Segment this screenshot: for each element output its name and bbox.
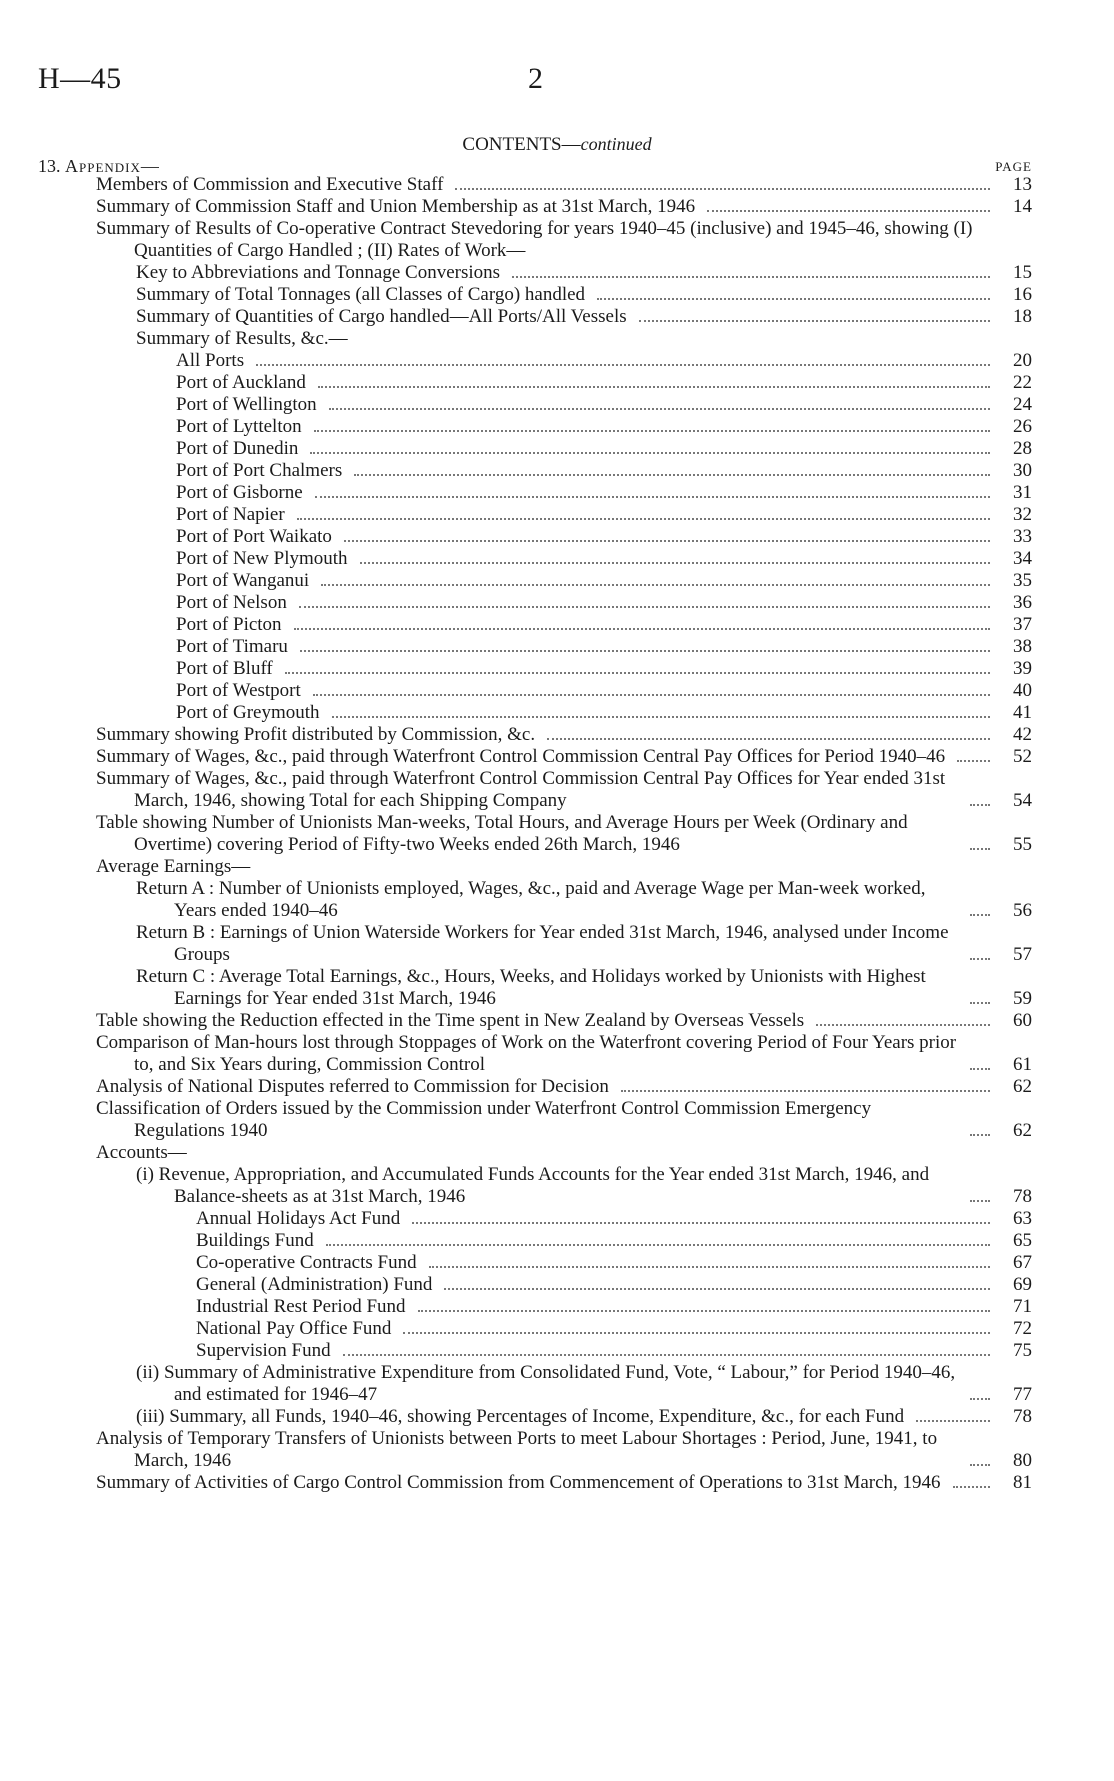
dot-leader	[444, 1288, 990, 1290]
toc-entry-page: 34	[1013, 548, 1032, 569]
dot-leader	[970, 804, 990, 806]
contents-continued: continued	[580, 134, 652, 154]
toc-entry-page: 63	[1013, 1208, 1032, 1229]
dot-leader	[916, 1420, 990, 1422]
dot-leader	[707, 210, 990, 212]
toc-entry-title: Average Earnings—	[96, 856, 251, 877]
toc-entry-title: Summary of Results, &c.—	[136, 328, 348, 349]
toc-entry	[0, 878, 1114, 922]
toc-entry-title: Comparison of Man-hours lost through Stoppages of Work on the Waterfront covering Period of Four Years prior to, and Six Years during, Commission Control	[96, 1032, 957, 1075]
toc-entry-title: All Ports	[176, 350, 245, 371]
table-of-contents	[0, 174, 1114, 1494]
toc-entry-title: Annual Holidays Act Fund	[196, 1208, 401, 1229]
toc-entry	[0, 1142, 1114, 1164]
toc-entry-page: 28	[1013, 438, 1032, 459]
toc-entry-title: Summary of Wages, &c., paid through Waterfront Control Commission Central Pay Offices for Year ended 31st March, 1946, showing Total for each Shipping Company	[96, 768, 946, 811]
toc-entry-title: Table showing the Reduction effected in the Time spent in New Zealand by Overseas Vessels	[96, 1010, 805, 1031]
toc-entry	[0, 746, 1114, 768]
toc-entry-title: Analysis of National Disputes referred to Commission for Decision	[96, 1076, 609, 1097]
toc-entry	[0, 680, 1114, 702]
toc-entry	[0, 548, 1114, 570]
toc-entry-page: 42	[1013, 724, 1032, 745]
dot-leader	[326, 1244, 990, 1246]
toc-entry-title: General (Administration) Fund	[196, 1274, 433, 1295]
toc-entry-title: Port of Port Waikato	[176, 526, 332, 547]
toc-entry	[0, 1208, 1114, 1230]
toc-entry-page: 65	[1013, 1230, 1032, 1251]
dot-leader	[418, 1310, 990, 1312]
toc-entry	[0, 328, 1114, 350]
toc-entry-page: 15	[1013, 262, 1032, 283]
toc-entry-page: 81	[1013, 1472, 1032, 1493]
toc-entry-title: Summary of Commission Staff and Union Membership as at 31st March, 1946	[96, 196, 696, 217]
toc-entry-title: Industrial Rest Period Fund	[196, 1296, 406, 1317]
page-number: 2	[528, 62, 543, 95]
toc-entry	[0, 416, 1114, 438]
toc-entry-page: 72	[1013, 1318, 1032, 1339]
toc-entry-title: Summary of Total Tonnages (all Classes of Cargo) handled	[136, 284, 586, 305]
toc-entry-page: 67	[1013, 1252, 1032, 1273]
toc-entry	[0, 350, 1114, 372]
toc-entry-page: 24	[1013, 394, 1032, 415]
dot-leader	[970, 1464, 990, 1466]
dot-leader	[313, 694, 990, 696]
toc-entry-page: 16	[1013, 284, 1032, 305]
toc-entry-page: 38	[1013, 636, 1032, 657]
dot-leader	[412, 1222, 990, 1224]
toc-entry-title: Co-operative Contracts Fund	[196, 1252, 417, 1273]
dot-leader	[285, 672, 990, 674]
toc-entry-page: 26	[1013, 416, 1032, 437]
toc-entry-page: 80	[1013, 1450, 1032, 1471]
toc-entry-title: Port of New Plymouth	[176, 548, 348, 569]
toc-entry	[0, 1340, 1114, 1362]
dot-leader	[360, 562, 990, 564]
toc-entry	[0, 1406, 1114, 1428]
toc-entry	[0, 592, 1114, 614]
dot-leader	[816, 1024, 990, 1026]
toc-entry-title: Supervision Fund	[196, 1340, 331, 1361]
dot-leader	[970, 1200, 990, 1202]
toc-entry-page: 13	[1013, 174, 1032, 195]
toc-entry-page: 78	[1013, 1406, 1032, 1427]
dot-leader	[953, 1486, 990, 1488]
dot-leader	[429, 1266, 990, 1268]
toc-entry-title: National Pay Office Fund	[196, 1318, 392, 1339]
toc-entry-title: Port of Port Chalmers	[176, 460, 343, 481]
toc-entry-page: 57	[1013, 944, 1032, 965]
contents-heading	[0, 134, 1114, 156]
toc-entry	[0, 1318, 1114, 1340]
toc-entry-page: 32	[1013, 504, 1032, 525]
toc-entry	[0, 658, 1114, 680]
dot-leader	[297, 518, 990, 520]
toc-entry-title: Port of Greymouth	[176, 702, 320, 723]
toc-entry-title: Return B : Earnings of Union Waterside Workers for Year ended 31st March, 1946, analysed under Income Groups	[136, 922, 949, 965]
page-header	[0, 62, 1114, 102]
toc-entry	[0, 1428, 1114, 1472]
toc-entry-title: Port of Picton	[176, 614, 282, 635]
toc-entry	[0, 1296, 1114, 1318]
dot-leader	[512, 276, 990, 278]
toc-entry	[0, 262, 1114, 284]
toc-entry	[0, 372, 1114, 394]
toc-entry	[0, 636, 1114, 658]
toc-entry-title: Summary of Activities of Cargo Control Commission from Commencement of Operations to 31st March, 1946	[96, 1472, 941, 1493]
dot-leader	[547, 738, 990, 740]
toc-entry	[0, 966, 1114, 1010]
toc-entry-page: 55	[1013, 834, 1032, 855]
dot-leader	[403, 1332, 990, 1334]
toc-entry-page: 14	[1013, 196, 1032, 217]
dot-leader	[310, 452, 990, 454]
dot-leader	[621, 1090, 990, 1092]
dot-leader	[970, 914, 990, 916]
dot-leader	[332, 716, 990, 718]
toc-entry-title: Port of Wanganui	[176, 570, 310, 591]
toc-entry	[0, 1164, 1114, 1208]
dot-leader	[300, 650, 990, 652]
dot-leader	[329, 408, 990, 410]
toc-entry-title: (iii) Summary, all Funds, 1940–46, showing Percentages of Income, Expenditure, &c., for each Fund	[136, 1406, 905, 1427]
toc-entry-page: 56	[1013, 900, 1032, 921]
page-column-label: PAGE	[995, 159, 1032, 174]
toc-entry	[0, 1032, 1114, 1076]
dot-leader	[299, 606, 990, 608]
toc-entry-page: 20	[1013, 350, 1032, 371]
dot-leader	[455, 188, 990, 190]
toc-entry-title: Port of Nelson	[176, 592, 287, 613]
toc-entry	[0, 196, 1114, 218]
toc-entry	[0, 526, 1114, 548]
toc-entry	[0, 394, 1114, 416]
toc-entry-page: 40	[1013, 680, 1032, 701]
dot-leader	[318, 386, 990, 388]
toc-entry	[0, 504, 1114, 526]
toc-entry-page: 36	[1013, 592, 1032, 613]
dot-leader	[354, 474, 990, 476]
toc-entry	[0, 1252, 1114, 1274]
document-reference: H—45	[38, 62, 122, 95]
toc-entry	[0, 1076, 1114, 1098]
toc-entry	[0, 306, 1114, 328]
section-title: Appendix—	[65, 156, 160, 176]
contents-title: CONTENTS—	[462, 134, 581, 155]
dot-leader	[970, 1068, 990, 1070]
toc-entry-title: Port of Napier	[176, 504, 285, 525]
toc-entry-page: 35	[1013, 570, 1032, 591]
toc-entry-title: Summary of Quantities of Cargo handled—All Ports/All Vessels	[136, 306, 627, 327]
toc-entry-page: 37	[1013, 614, 1032, 635]
toc-entry	[0, 174, 1114, 196]
toc-entry-page: 39	[1013, 658, 1032, 679]
dot-leader	[343, 1354, 990, 1356]
toc-entry	[0, 460, 1114, 482]
toc-entry-page: 62	[1013, 1120, 1032, 1141]
toc-entry	[0, 570, 1114, 592]
toc-entry-title: Return C : Average Total Earnings, &c., Hours, Weeks, and Holidays worked by Unionists with Highest Earnings for Year ended 31st March, 1946	[136, 966, 926, 1009]
toc-entry-title: Summary showing Profit distributed by Commission, &c.	[96, 724, 536, 745]
toc-entry-page: 59	[1013, 988, 1032, 1009]
toc-entry-title: Port of Wellington	[176, 394, 317, 415]
toc-entry-page: 77	[1013, 1384, 1032, 1405]
dot-leader	[970, 958, 990, 960]
dot-leader	[970, 1398, 990, 1400]
toc-entry-title: Return A : Number of Unionists employed, Wages, &c., paid and Average Wage per Man-week worked, Years ended 1940–46	[136, 878, 926, 921]
toc-entry-page: 31	[1013, 482, 1032, 503]
toc-entry	[0, 768, 1114, 812]
toc-entry	[0, 1274, 1114, 1296]
toc-entry	[0, 482, 1114, 504]
dot-leader	[639, 320, 990, 322]
toc-entry-page: 61	[1013, 1054, 1032, 1075]
toc-entry	[0, 284, 1114, 306]
toc-entry-title: Summary of Wages, &c., paid through Waterfront Control Commission Central Pay Offices for Period 1940–46	[96, 746, 946, 767]
toc-entry-title: Accounts—	[96, 1142, 187, 1163]
toc-entry-title: Port of Dunedin	[176, 438, 299, 459]
toc-entry	[0, 1098, 1114, 1142]
toc-entry-title: Summary of Results of Co-operative Contract Stevedoring for years 1940–45 (inclusive) and 1945–46, showing (I) Quantities of Cargo Handled ; (II) Rates of Work—	[96, 218, 973, 261]
toc-entry-title: Port of Westport	[176, 680, 301, 701]
dot-leader	[315, 496, 990, 498]
toc-entry	[0, 922, 1114, 966]
dot-leader	[970, 1002, 990, 1004]
toc-entry-page: 30	[1013, 460, 1032, 481]
toc-entry	[0, 1362, 1114, 1406]
dot-leader	[314, 430, 990, 432]
toc-entry-title: Analysis of Temporary Transfers of Unionists between Ports to meet Labour Shortages : Period, June, 1941, to March, 1946	[96, 1428, 938, 1471]
toc-entry-title: (i) Revenue, Appropriation, and Accumulated Funds Accounts for the Year ended 31st March, 1946, and Balance-sheets as at 31st March, 1946	[136, 1164, 930, 1207]
toc-entry	[0, 438, 1114, 460]
dot-leader	[957, 760, 990, 762]
toc-entry-page: 54	[1013, 790, 1032, 811]
toc-entry-title: Port of Timaru	[176, 636, 288, 657]
dot-leader	[256, 364, 990, 366]
toc-entry-page: 33	[1013, 526, 1032, 547]
toc-entry-page: 22	[1013, 372, 1032, 393]
toc-entry	[0, 1010, 1114, 1032]
toc-entry-page: 75	[1013, 1340, 1032, 1361]
dot-leader	[321, 584, 990, 586]
toc-entry-title: Port of Bluff	[176, 658, 273, 679]
toc-entry	[0, 702, 1114, 724]
dot-leader	[970, 1134, 990, 1136]
toc-entry	[0, 1230, 1114, 1252]
toc-entry-page: 18	[1013, 306, 1032, 327]
toc-entry-title: Key to Abbreviations and Tonnage Conversions	[136, 262, 501, 283]
toc-entry-page: 60	[1013, 1010, 1032, 1031]
toc-entry-page: 71	[1013, 1296, 1032, 1317]
dot-leader	[344, 540, 990, 542]
dot-leader	[294, 628, 990, 630]
toc-entry-page: 69	[1013, 1274, 1032, 1295]
toc-entry-title: (ii) Summary of Administrative Expenditure from Consolidated Fund, Vote, “ Labour,” for Period 1940–46, and estimated for 1946–47	[136, 1362, 956, 1405]
toc-entry	[0, 856, 1114, 878]
toc-entry	[0, 1472, 1114, 1494]
dot-leader	[597, 298, 990, 300]
toc-entry-title: Classification of Orders issued by the Commission under Waterfront Control Commission Emergency Regulations 1940	[96, 1098, 872, 1141]
toc-entry	[0, 218, 1114, 262]
toc-entry-title: Table showing Number of Unionists Man-weeks, Total Hours, and Average Hours per Week (Ordinary and Overtime) covering Period of Fifty-two Weeks ended 26th March, 1946	[96, 812, 908, 855]
toc-entry-page: 52	[1013, 746, 1032, 767]
toc-entry-page: 78	[1013, 1186, 1032, 1207]
dot-leader	[970, 848, 990, 850]
toc-entry-title: Port of Auckland	[176, 372, 306, 393]
toc-entry-title: Port of Lyttelton	[176, 416, 302, 437]
toc-entry-page: 62	[1013, 1076, 1032, 1097]
toc-entry-title: Buildings Fund	[196, 1230, 314, 1251]
toc-entry	[0, 614, 1114, 636]
toc-entry	[0, 812, 1114, 856]
section-number: 13.	[38, 156, 61, 176]
toc-entry-page: 41	[1013, 702, 1032, 723]
toc-entry	[0, 724, 1114, 746]
toc-entry-title: Members of Commission and Executive Staff	[96, 174, 444, 195]
toc-entry-title: Port of Gisborne	[176, 482, 303, 503]
